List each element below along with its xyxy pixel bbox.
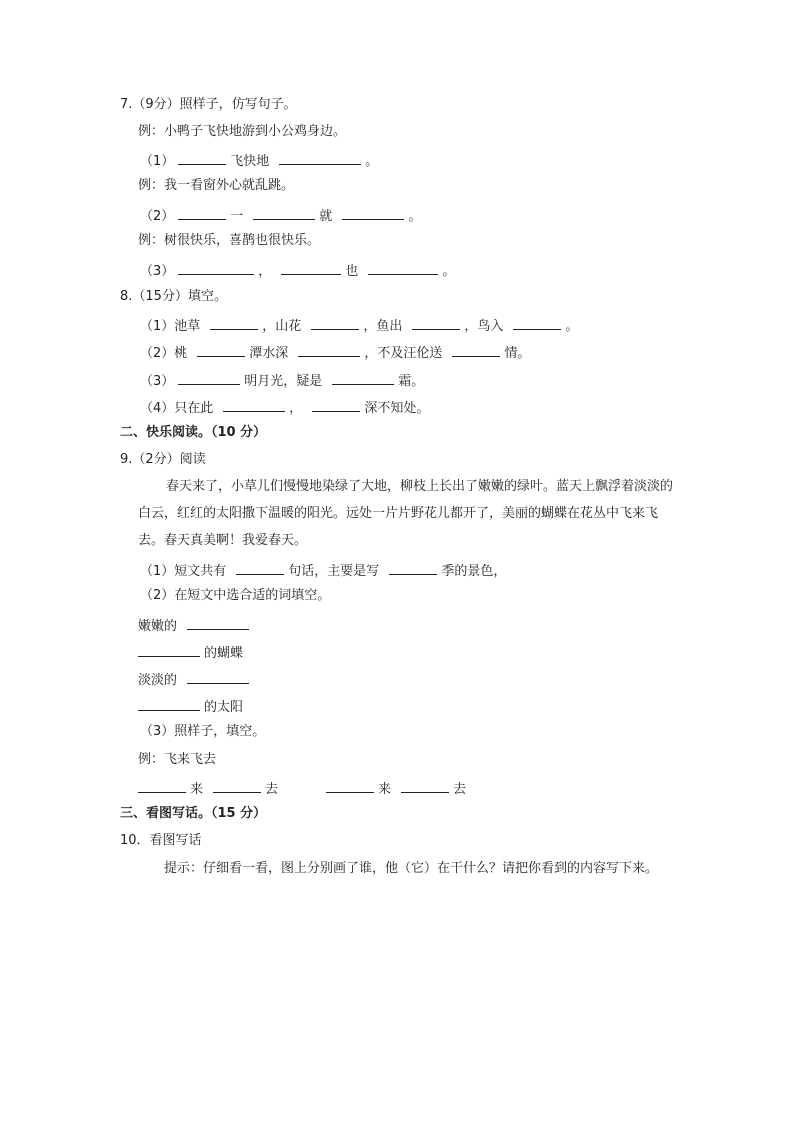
text: 。 [442,264,456,279]
q9-word-3 [138,669,253,687]
blank[interactable] [342,205,404,220]
text: ，山花 [262,319,302,334]
q7-example-1: 例：小鸭子飞快地游到小公鸡身边。 [138,124,347,139]
blank[interactable] [513,315,561,330]
text: 季的景色， [441,564,507,579]
q7-item-1 [140,150,378,168]
text: 。 [565,319,579,334]
q7-item-3 [140,260,455,278]
text: 来 [190,782,204,797]
blank[interactable] [138,778,186,793]
blank[interactable] [178,370,240,385]
blank[interactable] [389,560,437,575]
blank[interactable] [312,397,360,412]
text: 桃 [174,346,188,361]
q9-title: 9.（2分）阅读 [120,452,206,467]
q8-title: 8.（15分）填空。 [120,289,227,304]
q9-passage: 春天来了，小草儿们慢慢地染绿了大地，柳枝上长出了嫩嫩的绿叶。蓝天上飘浮着淡淡的白云，红红的太阳撒下温暖的阳光。远处一片片野花儿都开了，美丽的蝴蝶在花丛中飞来飞去。春天真美啊！我爱春天。 [138,479,674,548]
blank[interactable] [178,150,226,165]
blank[interactable] [332,370,394,385]
q9-word-2 [138,642,243,660]
q9-fill-2 [326,778,466,796]
text: ， [289,401,303,416]
text: 的太阳 [204,700,244,715]
text: 就 [319,209,333,224]
q9-sub-1 [140,560,506,578]
text: 一 [230,209,244,224]
blank[interactable] [178,260,254,275]
q10-title: 10．看图写话 [120,833,202,848]
q8-item-2 [140,342,530,360]
blank[interactable] [187,615,249,630]
section-2-heading: 二、快乐阅读。（10 分） [120,425,267,440]
item-number: （2） [140,209,175,224]
blank[interactable] [213,778,261,793]
q9-word-4 [138,696,243,714]
text: 淡淡的 [138,673,178,688]
blank[interactable] [412,315,460,330]
item-number: （1） [140,154,175,169]
q9-fill-1 [138,778,278,796]
text: 的蝴蝶 [204,646,244,661]
blank[interactable] [178,205,226,220]
blank[interactable] [187,669,249,684]
item-number: （4） [140,401,175,416]
text: 池草 [174,319,201,334]
text: 潭水深 [249,346,289,361]
text: 句话，主要是写 [288,564,380,579]
q8-item-3 [140,370,424,388]
text: 也 [345,264,359,279]
text: ，不及汪伦送 [364,346,443,361]
item-number: （1） [140,564,175,579]
text: 情。 [504,346,531,361]
text: 深不知处。 [364,401,430,416]
blank[interactable] [223,397,285,412]
q7-title: 7.（9分）照样子，仿写句子。 [120,97,297,112]
q9-example: 例：飞来飞去 [138,752,217,767]
q9-word-1 [138,615,253,633]
blank[interactable] [281,260,341,275]
blank[interactable] [138,642,200,657]
q7-example-2: 例：我一看窗外心就乱跳。 [138,178,295,193]
text: 飞快地 [230,154,270,169]
blank[interactable] [311,315,359,330]
text: 。 [365,154,379,169]
q9-sub-2: （2）在短文中选合适的词填空。 [140,588,331,603]
q7-example-3: 例：树很快乐，喜鹊也很快乐。 [138,233,321,248]
q9-sub-3: （3）照样子，填空。 [140,724,266,739]
blank[interactable] [197,342,245,357]
item-number: （1） [140,319,175,334]
item-number: （2） [140,346,175,361]
q8-item-1 [140,315,578,333]
text: 短文共有 [174,564,227,579]
text: 去 [453,782,467,797]
blank[interactable] [138,696,200,711]
text: 只在此 [174,401,214,416]
blank[interactable] [210,315,258,330]
text: 。 [408,209,422,224]
item-number: （3） [140,264,175,279]
blank[interactable] [279,150,361,165]
text: 来 [378,782,392,797]
blank[interactable] [236,560,284,575]
item-number: （3） [140,374,175,389]
text: 去 [265,782,279,797]
blank[interactable] [298,342,360,357]
text: ，鸟入 [464,319,504,334]
text: 霜。 [398,374,425,389]
blank[interactable] [326,778,374,793]
blank[interactable] [401,778,449,793]
blank[interactable] [253,205,315,220]
q8-item-4 [140,397,429,415]
section-3-heading: 三、看图写话。（15 分） [120,806,267,821]
text: 明月光，疑是 [244,374,323,389]
text: 嫩嫩的 [138,619,178,634]
q7-item-2 [140,205,421,223]
blank[interactable] [368,260,438,275]
blank[interactable] [452,342,500,357]
q10-hint: 提示：仔细看一看，图上分别画了谁，他（它）在干什么？请把你看到的内容写下来。 [164,861,659,876]
text: ，鱼出 [363,319,403,334]
text: ， [258,264,272,279]
